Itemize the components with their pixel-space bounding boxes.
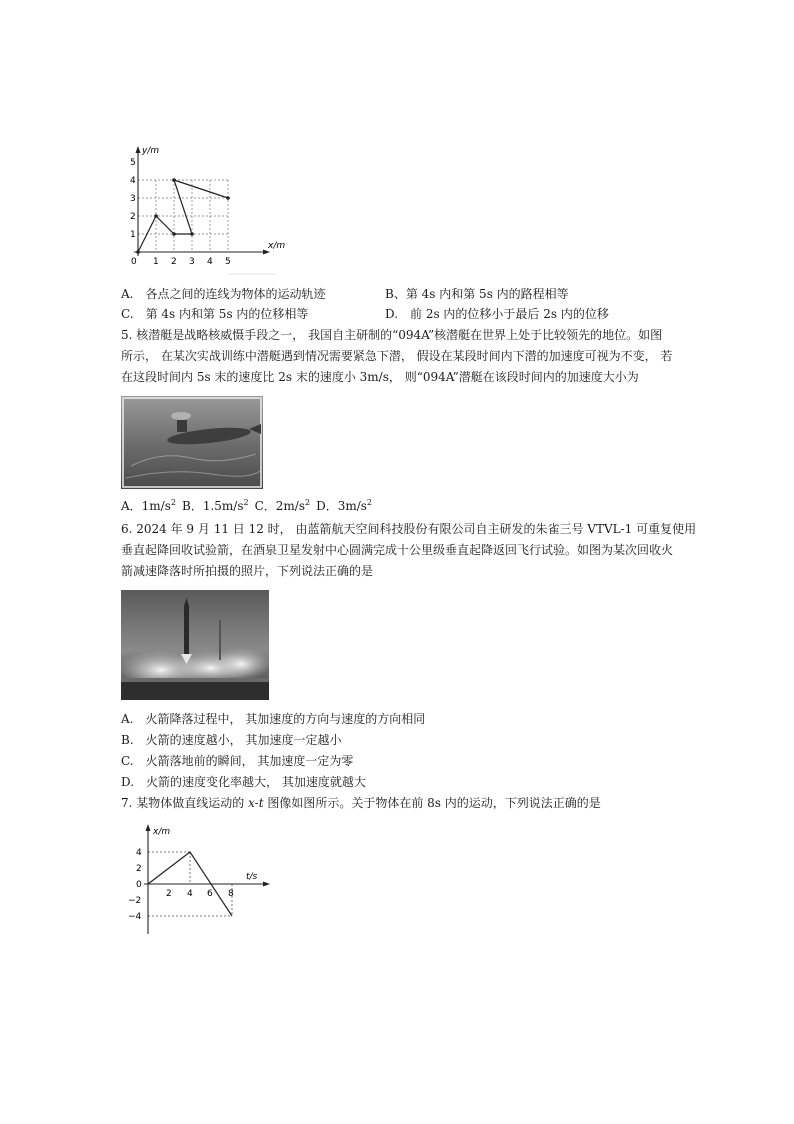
- trajectory-point-1: [154, 214, 158, 218]
- q6-text-line-2: 垂直起降回收试验箭，在酒泉卫星发射中心圆满完成十公里级垂直起降返回飞行试验。如图为某次回收火: [121, 543, 674, 557]
- trajectory-graph: [128, 140, 288, 275]
- q6-option-d[interactable]: D. 火箭的速度变化率越大， 其加速度就越大: [121, 775, 366, 789]
- x-tick-3: 3: [189, 257, 195, 267]
- y-axis-label: y/m: [142, 146, 160, 156]
- trajectory-point-3: [190, 232, 194, 236]
- q6-option-a[interactable]: A. 火箭降落过程中， 其加速度的方向与速度的方向相同: [121, 712, 426, 726]
- x-tick-2: 2: [171, 257, 177, 267]
- q4-option-d[interactable]: D. 前 2s 内的位移小于最后 2s 内的位移: [385, 307, 609, 321]
- q5-option-c[interactable]: C．$2m/s^2$: [254, 498, 311, 513]
- q6-option-b[interactable]: B. 火箭的速度越小， 其加速度一定越小: [121, 733, 342, 747]
- q5-option-d[interactable]: D．$3m/s^2$: [316, 498, 373, 513]
- q5-option-b[interactable]: B．$1.5m/s^2$: [181, 498, 249, 513]
- q6-text-line-1: 6. 2024 年 9 月 11 日 12 时， 由蓝箭航天空间科技股份有限公司自主研发的朱雀三号 VTVL-1 可重复使用: [121, 522, 697, 536]
- x-axis-title: x/m: [153, 827, 171, 837]
- q7-text: 7. 某物体做直线运动的 x-t 图像如图所示。关于物体在前 8s 内的运动，下列说法正确的是: [121, 796, 601, 810]
- y-tick-5: 5: [130, 158, 136, 168]
- trajectory-point-0: [136, 250, 140, 254]
- trajectory-point-4: [172, 178, 176, 182]
- q4-option-b[interactable]: B、第 4s 内和第 5s 内的路程相等: [385, 287, 569, 301]
- q5-options: [121, 498, 372, 514]
- t-tick-2: 2: [166, 889, 172, 899]
- q5-text-line-1: 5. 核潜艇是战略核威慑手段之一， 我国自主研制的“094A”核潜艇在世界上处于比较领先的地位。如图: [121, 328, 663, 342]
- q5-option-a[interactable]: A．$1m/s^2$: [121, 498, 176, 513]
- q5-text-line-3: 在这段时间内 5s 末的速度比 2s 末的速度小 3m/s， 则“094A”潜艇在该段时间内的加速度大小为: [121, 370, 639, 384]
- y-tick-4: 4: [130, 176, 136, 186]
- trajectory-point-5: [226, 196, 230, 200]
- x-tick-4: 4: [207, 257, 213, 267]
- y-tick-2: 2: [130, 212, 136, 222]
- x-tick-0: 0: [136, 880, 142, 890]
- rocket-landing-photo: [121, 590, 269, 700]
- x-tick-neg4: −4: [128, 912, 142, 922]
- y-tick-1: 1: [130, 230, 136, 240]
- t-tick-4: 4: [187, 889, 193, 899]
- x-tick-5: 5: [225, 257, 231, 267]
- x-axis-label: x/m: [268, 241, 286, 251]
- x-tick-0: 0: [131, 257, 137, 267]
- q4-option-c[interactable]: C. 第 4s 内和第 5s 内的位移相等: [121, 307, 309, 321]
- submarine-photo: [121, 396, 263, 489]
- x-tick-1: 1: [153, 257, 159, 267]
- q4-option-a[interactable]: A. 各点之间的连线为物体的运动轨迹: [121, 287, 326, 301]
- x-tick-2: 2: [136, 864, 142, 874]
- trajectory-point-2: [172, 232, 176, 236]
- q5-text-line-2: 所示， 在某次实战训练中潜艇遇到情况需要紧急下潜， 假设在某段时间内下潜的加速度可视为不变， 若: [121, 349, 673, 363]
- t-tick-8: 8: [228, 889, 234, 899]
- t-tick-6: 6: [207, 889, 213, 899]
- q6-text-line-3: 箭减速降落时所拍摄的照片，下列说法正确的是: [121, 564, 374, 578]
- x-t-graph: [118, 820, 278, 940]
- t-axis-title: t/s: [246, 872, 258, 882]
- q6-option-c[interactable]: C. 火箭落地前的瞬间， 其加速度一定为零: [121, 754, 354, 768]
- y-tick-3: 3: [130, 194, 136, 204]
- x-tick-4: 4: [136, 848, 142, 858]
- x-tick-neg2: −2: [128, 896, 142, 906]
